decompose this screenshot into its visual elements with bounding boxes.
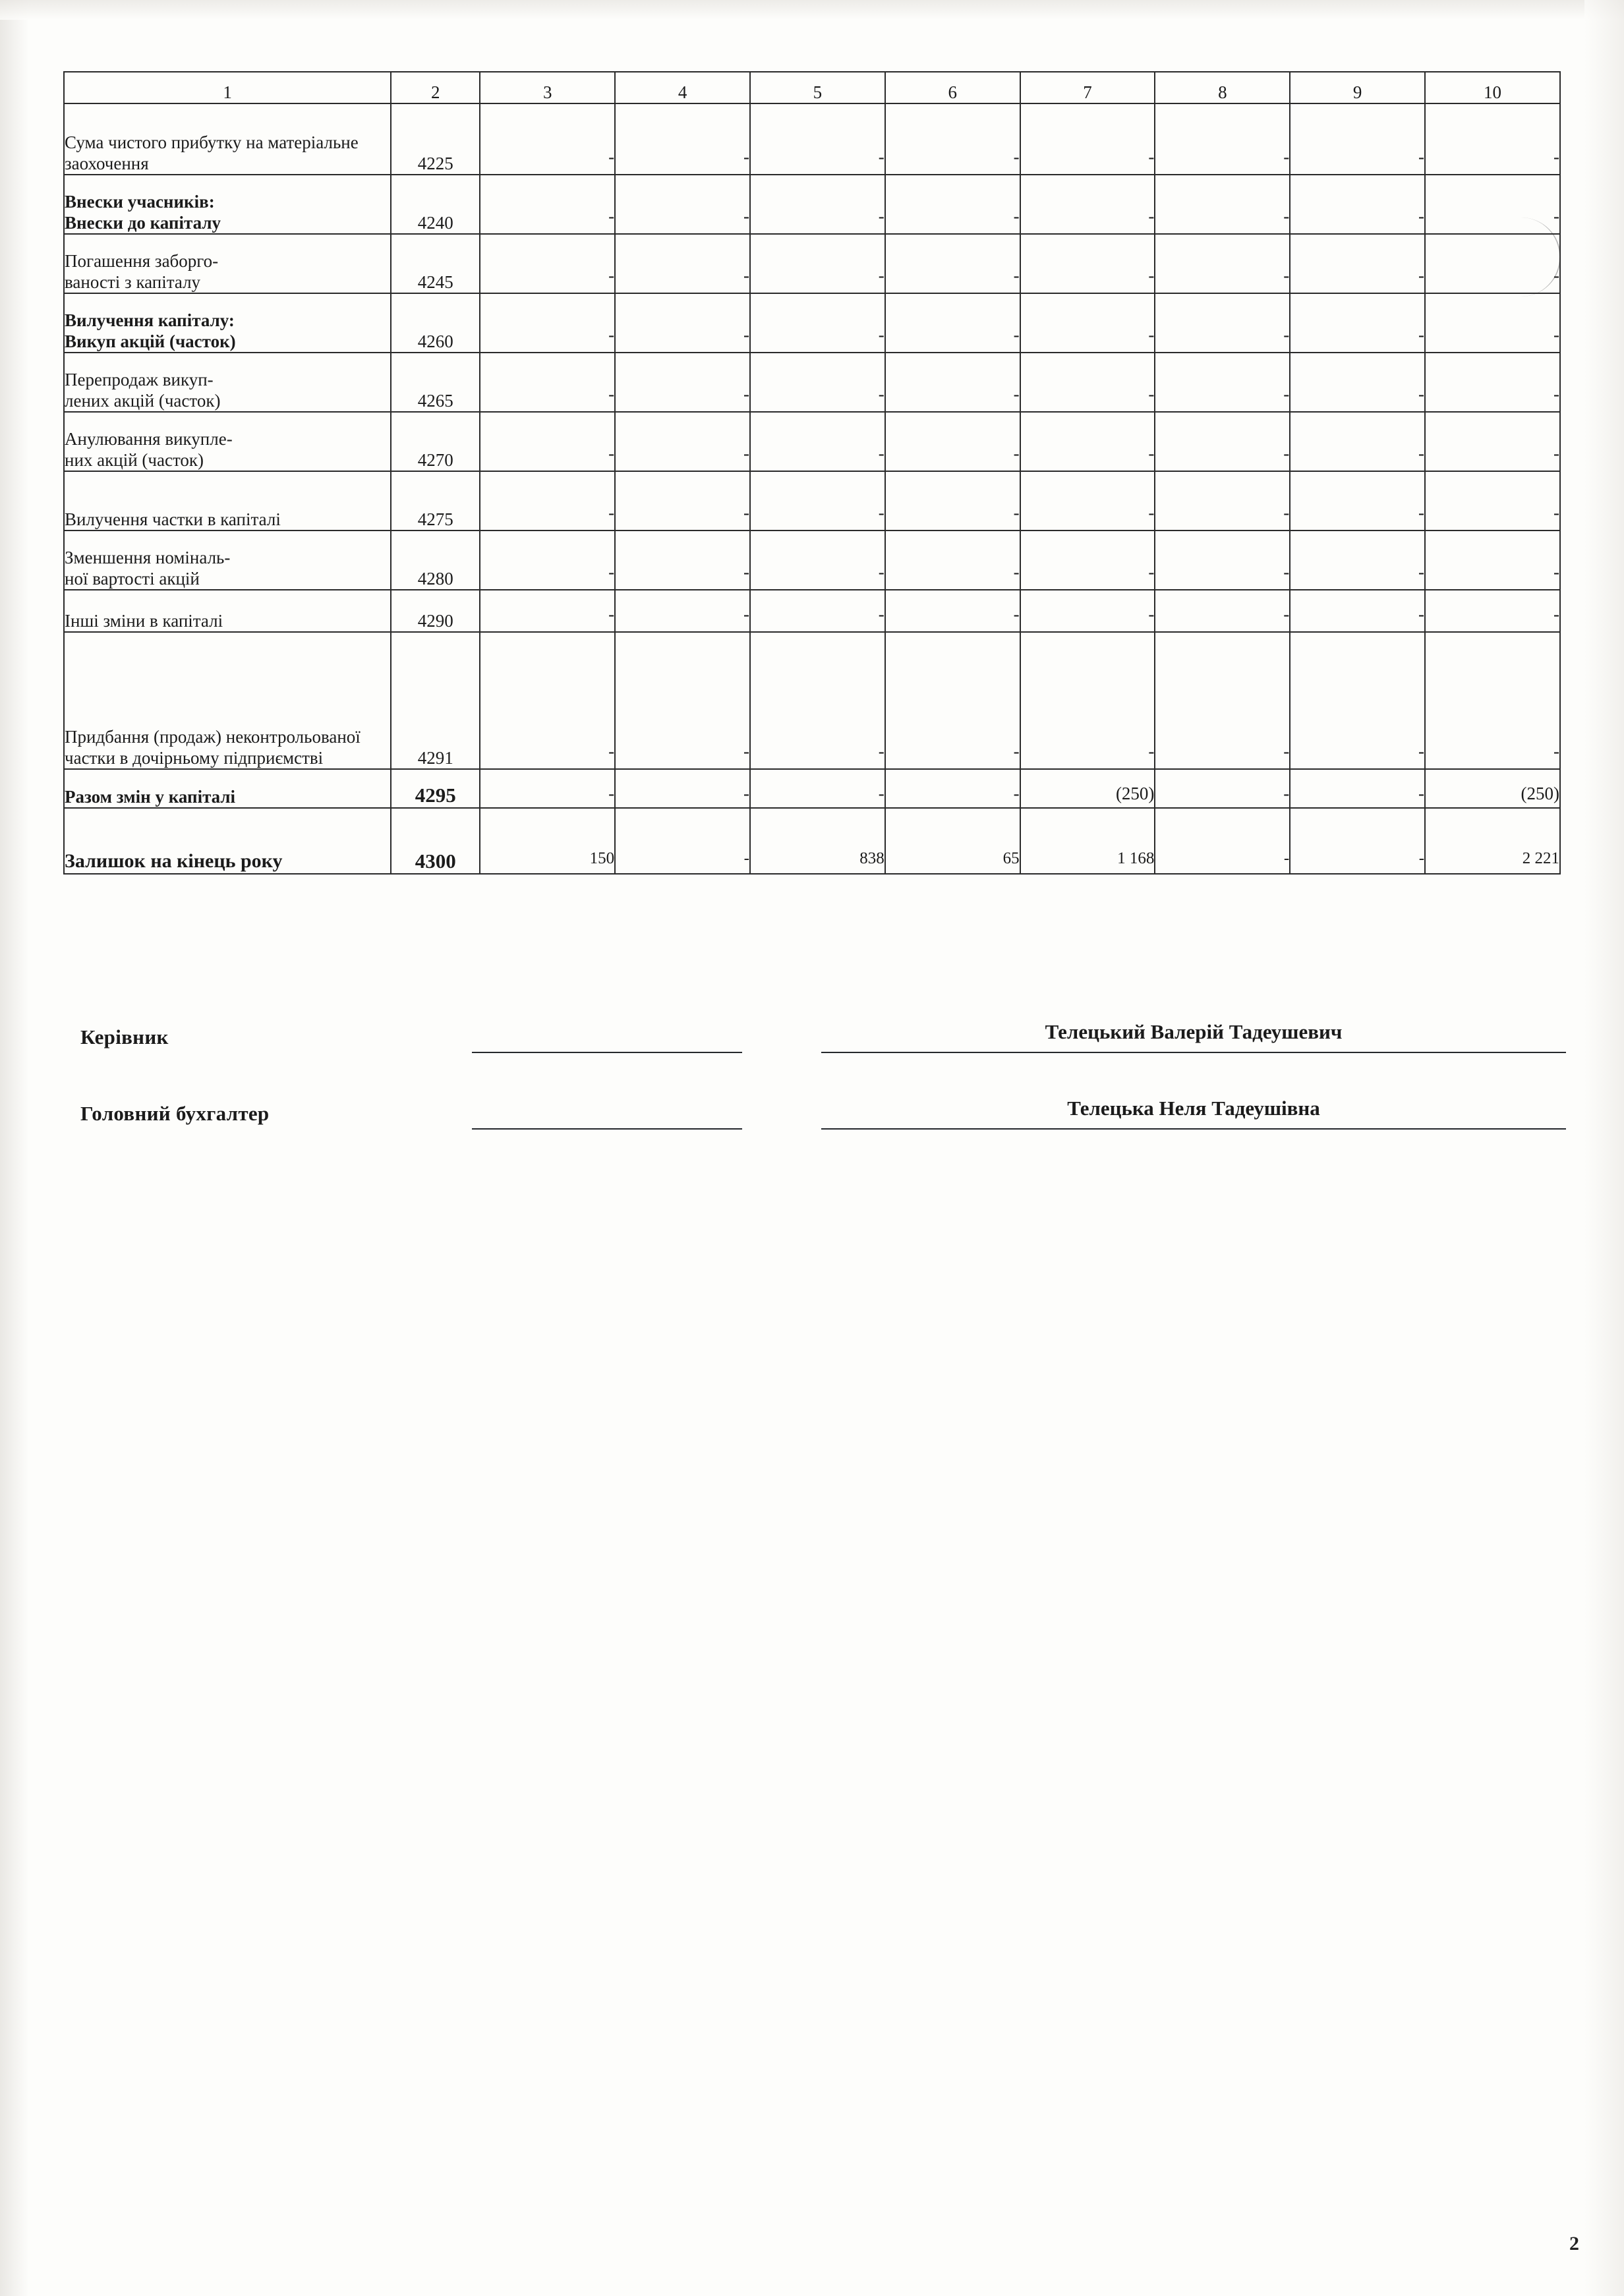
row-code: 4280 xyxy=(391,531,480,590)
accountant-label: Головний бухгалтер xyxy=(80,1102,270,1125)
cell-value: - xyxy=(885,412,1020,471)
cell-value: - xyxy=(1155,590,1290,632)
signature-row-accountant xyxy=(63,1091,1566,1147)
cell-value: - xyxy=(750,234,885,293)
column-header-7: 7 xyxy=(1020,72,1155,103)
cell-value: - xyxy=(750,471,885,531)
cell-value: - xyxy=(750,531,885,590)
cell-value: - xyxy=(1155,531,1290,590)
cell-value: - xyxy=(1290,234,1425,293)
director-name-line xyxy=(821,1052,1566,1053)
table-row xyxy=(64,234,1560,293)
row-code: 4245 xyxy=(391,234,480,293)
row-label: Внески учасників: Внески до капіталу xyxy=(64,175,391,234)
cell-value: - xyxy=(750,632,885,769)
cell-value: - xyxy=(615,293,750,353)
row-label: Сума чистого прибутку на матеріальне заохочення xyxy=(64,103,391,175)
cell-value: - xyxy=(1290,293,1425,353)
director-name: Телецький Валерій Тадеушевич xyxy=(1045,1020,1343,1043)
cell-value: - xyxy=(1020,531,1155,590)
cell-value: - xyxy=(1425,471,1560,531)
table-row xyxy=(64,103,1560,175)
row-label: Залишок на кінець року xyxy=(64,808,391,874)
row-code: 4270 xyxy=(391,412,480,471)
row-code: 4265 xyxy=(391,353,480,412)
cell-value: - xyxy=(885,175,1020,234)
table-row xyxy=(64,175,1560,234)
cell-value: - xyxy=(1020,471,1155,531)
row-code: 4290 xyxy=(391,590,480,632)
cell-value: 1 168 xyxy=(1020,808,1155,874)
column-header-3: 3 xyxy=(480,72,615,103)
cell-value: - xyxy=(1155,769,1290,808)
table-body xyxy=(64,72,1560,874)
cell-value: - xyxy=(1020,412,1155,471)
table-row xyxy=(64,590,1560,632)
column-header-2: 2 xyxy=(391,72,480,103)
accountant-signature-line xyxy=(472,1128,742,1130)
cell-value: - xyxy=(1020,175,1155,234)
cell-value: - xyxy=(1155,471,1290,531)
row-label: Перепродаж викуп- лених акцій (часток) xyxy=(64,353,391,412)
row-code: 4225 xyxy=(391,103,480,175)
cell-value: - xyxy=(1155,353,1290,412)
signature-row-director xyxy=(63,1015,1566,1070)
cell-value: - xyxy=(480,103,615,175)
cell-value: - xyxy=(1290,531,1425,590)
page-number: 2 xyxy=(1569,2233,1579,2254)
cell-value: - xyxy=(885,471,1020,531)
row-label: Вилучення капіталу: Викуп акцій (часток) xyxy=(64,293,391,353)
cell-value: - xyxy=(615,590,750,632)
accountant-name-line xyxy=(821,1128,1566,1130)
cell-value: - xyxy=(615,632,750,769)
cell-value: - xyxy=(615,234,750,293)
cell-value: - xyxy=(885,632,1020,769)
column-header-10: 10 xyxy=(1425,72,1560,103)
cell-value: - xyxy=(885,590,1020,632)
cell-value: - xyxy=(480,234,615,293)
signature-block xyxy=(63,1015,1566,1147)
cell-value: - xyxy=(1020,234,1155,293)
cell-value: - xyxy=(1425,103,1560,175)
cell-value: 2 221 xyxy=(1425,808,1560,874)
cell-value: - xyxy=(615,175,750,234)
cell-value: 65 xyxy=(885,808,1020,874)
row-label: Разом змін у капіталі xyxy=(64,769,391,808)
row-code: 4291 xyxy=(391,632,480,769)
cell-value: - xyxy=(750,175,885,234)
cell-value: - xyxy=(1020,293,1155,353)
cell-value: - xyxy=(480,293,615,353)
cell-value: - xyxy=(480,175,615,234)
cell-value: - xyxy=(615,531,750,590)
row-label: Зменшення номіналь- ної вартості акцій xyxy=(64,531,391,590)
cell-value: - xyxy=(885,103,1020,175)
column-header-4: 4 xyxy=(615,72,750,103)
scan-edge-right xyxy=(1584,0,1624,2296)
table-row xyxy=(64,293,1560,353)
scan-edge-top xyxy=(0,0,1624,20)
cell-value: - xyxy=(480,769,615,808)
row-label: Вилучення частки в капіталі xyxy=(64,471,391,531)
cell-value: - xyxy=(750,103,885,175)
table-header-row xyxy=(64,72,1560,103)
scan-edge-left xyxy=(0,0,29,2296)
cell-value: - xyxy=(1155,808,1290,874)
cell-value: - xyxy=(1155,175,1290,234)
cell-value: 838 xyxy=(750,808,885,874)
column-header-9: 9 xyxy=(1290,72,1425,103)
cell-value: - xyxy=(1290,769,1425,808)
cell-value: - xyxy=(885,234,1020,293)
column-header-8: 8 xyxy=(1155,72,1290,103)
cell-value: - xyxy=(1155,632,1290,769)
cell-value: - xyxy=(1425,412,1560,471)
column-header-5: 5 xyxy=(750,72,885,103)
director-signature-line xyxy=(472,1052,742,1053)
table-row xyxy=(64,632,1560,769)
row-code: 4300 xyxy=(391,808,480,874)
cell-value: - xyxy=(885,353,1020,412)
cell-value: - xyxy=(1155,412,1290,471)
row-code: 4240 xyxy=(391,175,480,234)
director-label: Керівник xyxy=(80,1025,169,1048)
cell-value: - xyxy=(1290,412,1425,471)
cell-value: - xyxy=(1425,353,1560,412)
cell-value: - xyxy=(1155,293,1290,353)
cell-value: - xyxy=(750,293,885,353)
cell-value: - xyxy=(480,531,615,590)
equity-changes-table xyxy=(63,71,1561,875)
cell-value: - xyxy=(1425,531,1560,590)
equity-changes-table-wrapper xyxy=(63,71,1561,875)
cell-value: - xyxy=(615,769,750,808)
cell-value: (250) xyxy=(1425,769,1560,808)
cell-value: - xyxy=(615,808,750,874)
cell-value: - xyxy=(1020,632,1155,769)
row-label: Інші зміни в капіталі xyxy=(64,590,391,632)
accountant-name: Телецька Неля Тадеушівна xyxy=(1067,1097,1320,1120)
cell-value: - xyxy=(750,769,885,808)
row-label: Анулювання викупле- них акцій (часток) xyxy=(64,412,391,471)
cell-value: - xyxy=(615,103,750,175)
table-row xyxy=(64,412,1560,471)
column-header-6: 6 xyxy=(885,72,1020,103)
cell-value: - xyxy=(885,531,1020,590)
cell-value: - xyxy=(885,769,1020,808)
row-label: Погашення заборго- ваності з капіталу xyxy=(64,234,391,293)
table-row xyxy=(64,353,1560,412)
row-code: 4260 xyxy=(391,293,480,353)
row-label: Придбання (продаж) неконтрольованої частки в дочірньому підприємстві xyxy=(64,632,391,769)
cell-value: - xyxy=(1155,234,1290,293)
cell-value: - xyxy=(480,353,615,412)
cell-value: - xyxy=(1425,590,1560,632)
cell-value: - xyxy=(615,412,750,471)
cell-value: - xyxy=(1020,103,1155,175)
cell-value: - xyxy=(480,590,615,632)
cell-value: - xyxy=(615,471,750,531)
table-row xyxy=(64,769,1560,808)
cell-value: - xyxy=(1290,353,1425,412)
cell-value: (250) xyxy=(1020,769,1155,808)
cell-value: - xyxy=(1290,590,1425,632)
row-code: 4295 xyxy=(391,769,480,808)
cell-value: - xyxy=(750,590,885,632)
cell-value: - xyxy=(750,353,885,412)
cell-value: - xyxy=(1290,175,1425,234)
cell-value: - xyxy=(1290,471,1425,531)
cell-value: - xyxy=(1155,103,1290,175)
cell-value: - xyxy=(885,293,1020,353)
cell-value: - xyxy=(750,412,885,471)
cell-value: - xyxy=(1425,632,1560,769)
cell-value: - xyxy=(1290,632,1425,769)
cell-value: - xyxy=(480,632,615,769)
cell-value: - xyxy=(1290,103,1425,175)
cell-value: - xyxy=(1425,293,1560,353)
cell-value: - xyxy=(1020,353,1155,412)
table-row xyxy=(64,471,1560,531)
table-row xyxy=(64,531,1560,590)
row-code: 4275 xyxy=(391,471,480,531)
cell-value: - xyxy=(1290,808,1425,874)
table-row xyxy=(64,808,1560,874)
cell-value: 150 xyxy=(480,808,615,874)
cell-value: - xyxy=(1020,590,1155,632)
cell-value: - xyxy=(480,471,615,531)
cell-value: - xyxy=(1425,234,1560,293)
cell-value: - xyxy=(615,353,750,412)
column-header-1: 1 xyxy=(64,72,391,103)
cell-value: - xyxy=(1425,175,1560,234)
cell-value: - xyxy=(480,412,615,471)
